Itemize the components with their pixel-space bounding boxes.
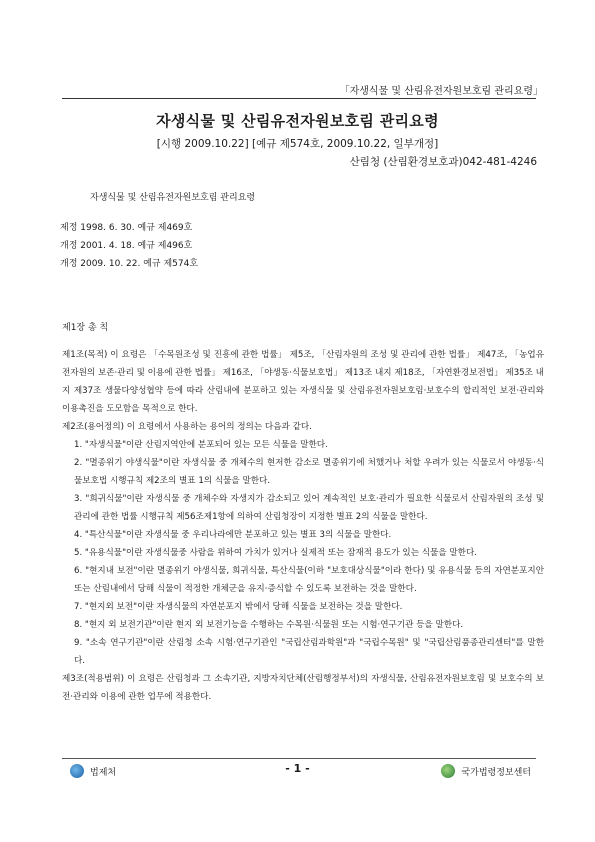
- page-number: - 1 -: [285, 762, 310, 775]
- document-name: 자생식물 및 산림유전자원보호림 관리요령: [90, 193, 256, 203]
- article-3: 제3조(적용범위) 이 요령은 산림청과 그 소속기관, 지방자치단체(산림행정부서)의 자생식물, 산림유전자원보호림 및 보호수의 보전·관리와 이용에 관한 업무에 적용한다.: [62, 674, 544, 702]
- document-title: 자생식물 및 산림유전자원보호림 관리요령: [156, 112, 439, 130]
- definition-item: 2. "멸종위기 야생식물"이란 자생식물 중 개체수의 현저한 감소로 멸종위기에 처했거나 처할 우려가 있는 식물로서 야생동·식물보호법 시행규칙 제2조의 별표 1의 식물을 말한다.: [74, 458, 544, 486]
- agency-contact: 산림청 (산림환경보호과)042-481-4246: [349, 156, 537, 168]
- definition-item: 3. "희귀식물"이란 자생식물 중 개체수와 자생지가 감소되고 있어 계속적인 보호·관리가 필요한 식물로서 산림자원의 조성 및 관리에 관한 법률 시행규칙 제56조제1항에 의하여 산림청장이 지정한 별표 2의 식물을 말한다.: [74, 494, 544, 522]
- definition-item: 1. "자생식물"이란 산림지역안에 분포되어 있는 모든 식물을 말한다.: [74, 440, 328, 450]
- enforcement-info: [시행 2009.10.22] [예규 제574호, 2009.10.22, 일부개정]: [156, 138, 439, 150]
- definition-item: 9. "소속 연구기관"이란 산림청 소속 시험·연구기관인 "국립산림과학원"과 "국립수목원" 및 "국립산림품종관리센터"를 말한다.: [74, 638, 544, 666]
- footer-right: [441, 764, 531, 778]
- revision-line: 개정 2001. 4. 18. 예규 제496호: [60, 241, 193, 251]
- revision-line: 개정 2009. 10. 22. 예규 제574호: [60, 259, 199, 269]
- revision-line: 제정 1998. 6. 30. 예규 제469호: [60, 223, 193, 233]
- footer-left-label: 법제처: [90, 767, 117, 778]
- definition-item: 6. "현지내 보전"이란 멸종위기 야생식물, 희귀식물, 특산식물(이하 "보호대상식물"이라 한다) 및 유용식물 등의 자연분포지안 또는 산림내에서 당해 식물이 적정한 개체군을 유지·증식할 수 있도록 보전하는 것을 말한다.: [74, 566, 544, 594]
- article-2: 제2조(용어정의) 이 요령에서 사용하는 용어의 정의는 다음과 같다.: [62, 422, 312, 432]
- chapter-heading: 제1장 총 칙: [62, 323, 109, 333]
- definition-item: 7. "현지외 보전"이란 자생식물의 자연분포지 밖에서 당해 식물을 보전하는 것을 말한다.: [74, 602, 403, 612]
- footer-divider: [62, 758, 536, 759]
- definition-item: 8. "현지 외 보전기관"이란 현지 외 보전기능을 수행하는 수목원·식물원 또는 시험·연구기관 등을 말한다.: [74, 620, 464, 630]
- article-1: 제1조(목적) 이 요령은 「수목원조성 및 진흥에 관한 법률」 제5조, 「산림자원의 조성 및 관리에 관한 법률」 제47조, 「농업유전자원의 보존·관리 및 이용에 관한 법률」 제16조, 「야생동·식물보호법」 제13조 내지 제18조, 「자연환경보전법」 제35조 내지 제37조 생물다양성협약 등에 따라 산림내에 분포하고 있는 자생식물 및 산림유전자원보호림·보호수의 합리적인 보전·관리와 이용촉진을 도모함을 목적으로 한다.: [62, 350, 544, 414]
- definition-item: 4. "특산식물"이란 자생식물 중 우리나라에만 분포하고 있는 별표 3의 식물을 말한다.: [74, 530, 392, 540]
- definition-item: 5. "유용식물"이란 자생식물중 사람을 위하여 가치가 있거나 실제적 또는 잠재적 용도가 있는 식물을 말한다.: [74, 548, 478, 558]
- law-center-logo-icon: [441, 764, 455, 778]
- running-header: 「자생식물 및 산림유전자원보호림 관리요령」: [339, 86, 543, 97]
- body-text: [62, 346, 544, 706]
- footer-right-label: 국가법령정보센터: [461, 767, 531, 778]
- header-divider: [62, 98, 536, 99]
